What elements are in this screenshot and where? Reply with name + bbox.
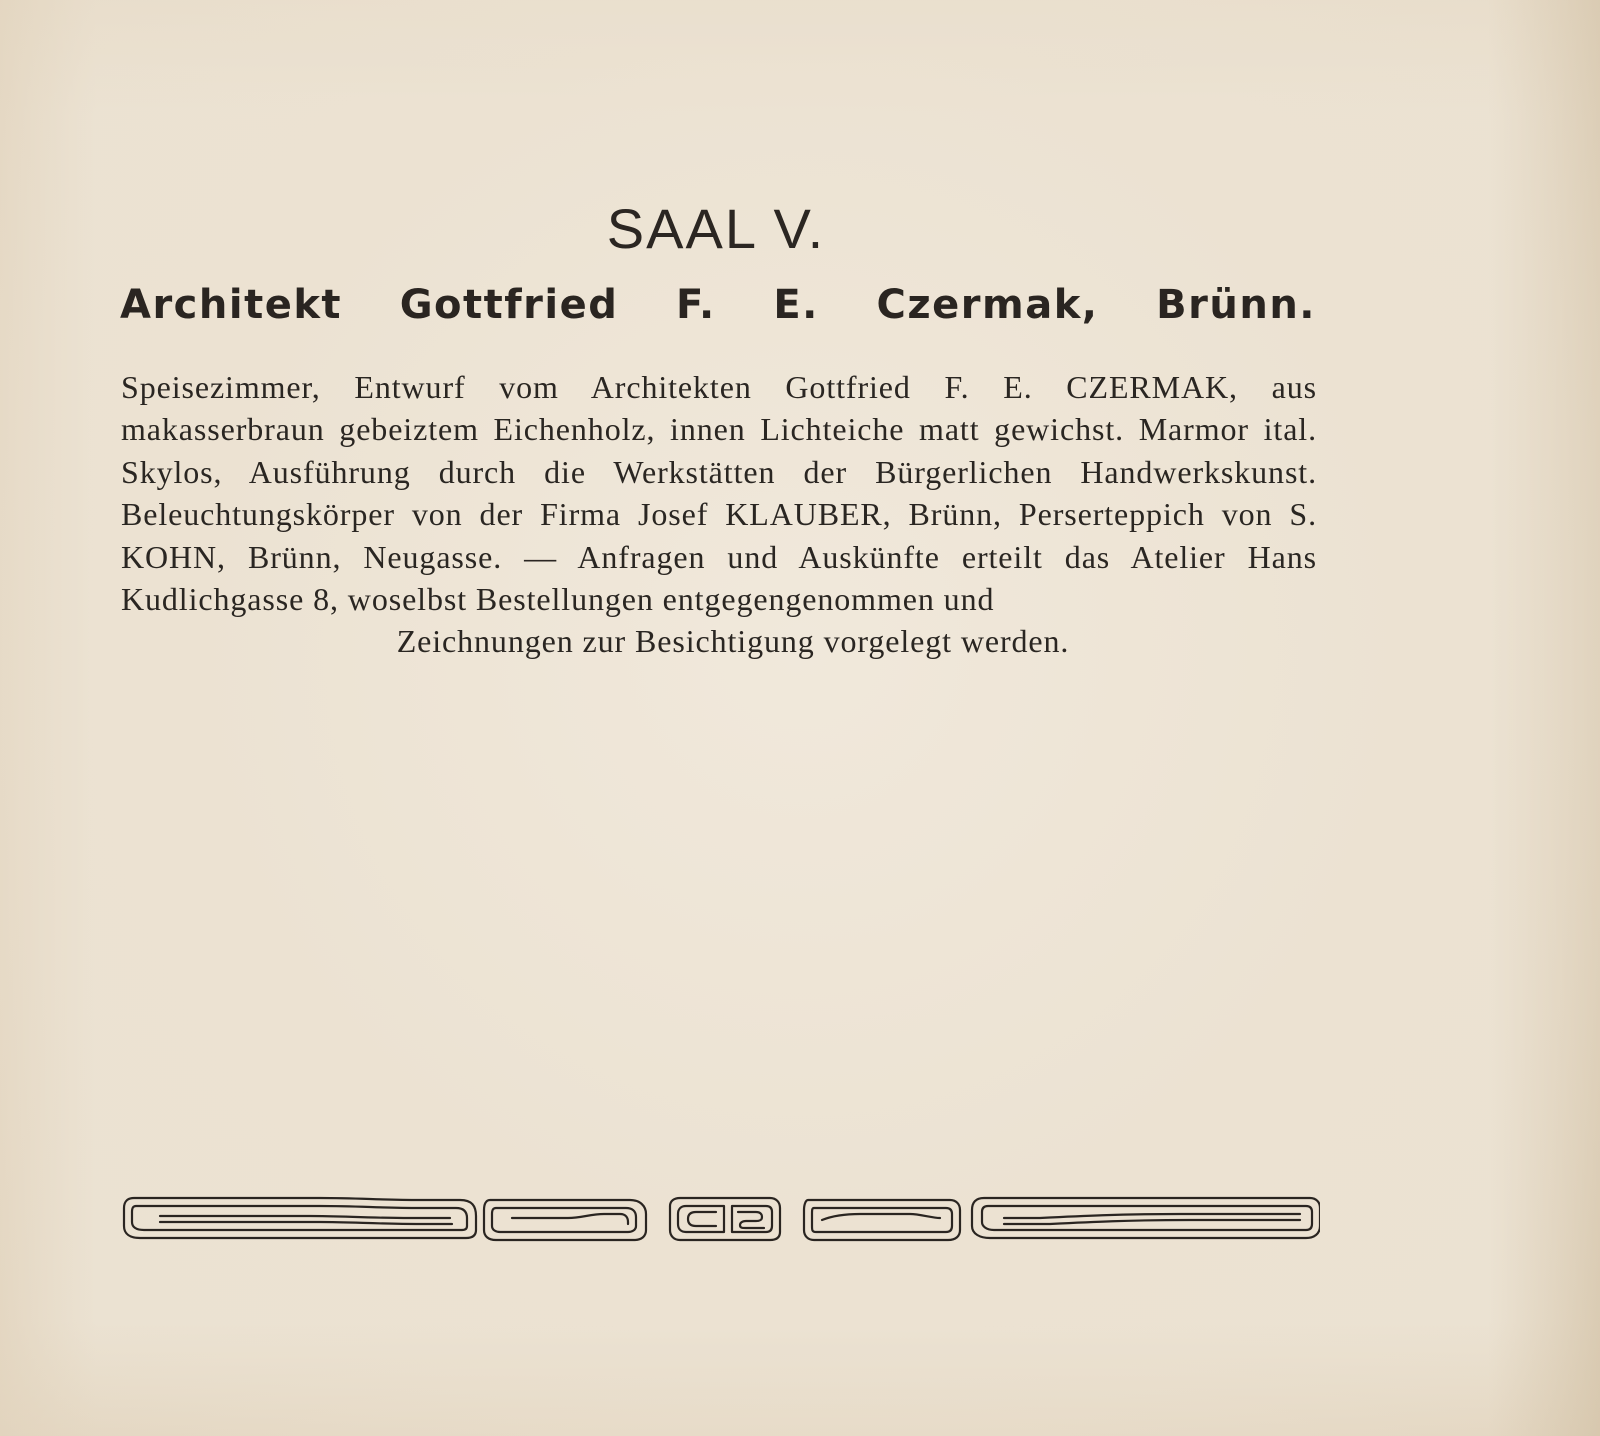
body-paragraph [121, 366, 1317, 663]
art-nouveau-border-ornament-icon [120, 1190, 1320, 1246]
page-subtitle: Architekt Gottfried F. E. Czermak, Brünn. [120, 282, 1316, 328]
page-title: SAAL V. [606, 197, 826, 260]
body-paragraph-main: Speisezimmer, Entwurf vom Architekten Gottfried F. E. CZERMAK, aus makasserbraun gebeiztem Eichenholz, innen Lichteiche matt gewichst. Marmor ital. Skylos, Ausführung durch die Werkstätten der Bürgerlichen Handwerkskunst. Beleuchtungskörper von der Firma Josef KLAUBER, Brünn, Perserteppich von S. KOHN, Brünn, Neugasse. — Anfragen und Auskünfte erteilt das Atelier Hans Kudlichgasse 8, woselbst Bestellungen entgegengenommen und [121, 369, 1317, 618]
body-paragraph-last-line: Zeichnungen zur Besichtigung vorgelegt werden. [396, 623, 1070, 660]
